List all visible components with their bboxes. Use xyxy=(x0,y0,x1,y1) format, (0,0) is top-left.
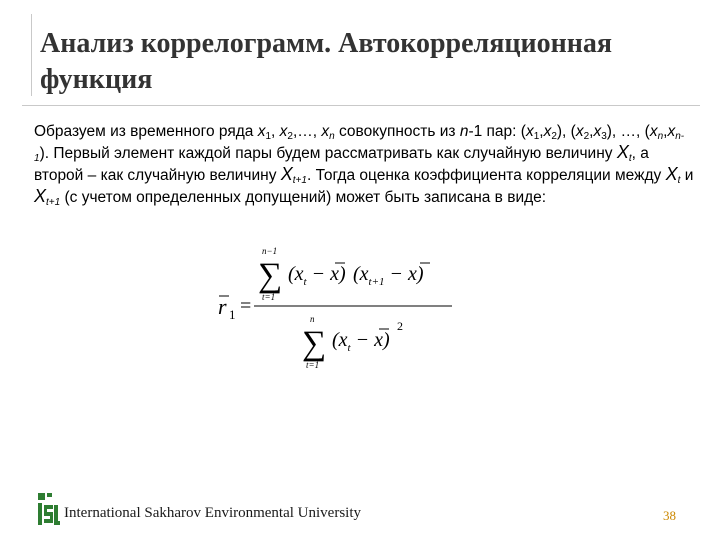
denominator-term: $(x_t - x)$ xyxy=(332,329,390,354)
numerator-term-2: $(x_{t+1} - x)$ xyxy=(353,263,424,288)
footer-university-name: International Sakharov Environmental University xyxy=(64,505,362,521)
denominator-sigma: ∑ xyxy=(302,325,327,362)
denominator-sigma-lower: t=1 xyxy=(306,360,320,370)
slide-title: Анализ коррелограмм. Автокорреляционная функция xyxy=(40,28,613,95)
body-paragraph: Образуем из временного ряда $x_1$, $x_2,\dots$, $x_n$ совокупность из n-1 пар: $(x_1,x_2)$, $(x_2,x_3)$, …, $(x_n,x_{n-1})$. Первый элемент каждой пары будем рассматривать как случайную величину $X_t$, а второй – как случайную величину $X_{t+1}$. Тогда оценка коэффициента корреляции между $X_t$ и $X_{t+1}$ (с учетом определенных допущений) может быть записана в виде: xyxy=(34,123,694,208)
formula-equals: = xyxy=(240,295,252,317)
denominator-sigma-upper: n xyxy=(310,314,315,324)
numerator-sigma-upper: n−1 xyxy=(262,246,278,256)
autocorrelation-formula xyxy=(212,238,472,378)
page-number: 38 xyxy=(663,508,676,523)
formula-lhs: r xyxy=(218,294,227,319)
denominator-power: 2 xyxy=(397,319,403,333)
numerator-sigma-lower: t=1 xyxy=(262,292,276,302)
formula-lhs-sub: 1 xyxy=(229,307,236,322)
title-rule-vertical xyxy=(31,14,32,96)
title-rule-horizontal xyxy=(22,105,700,106)
university-logo xyxy=(36,491,62,527)
numerator-term-1: $(x_t - x)$ xyxy=(288,263,346,288)
numerator-sigma: ∑ xyxy=(258,257,283,294)
